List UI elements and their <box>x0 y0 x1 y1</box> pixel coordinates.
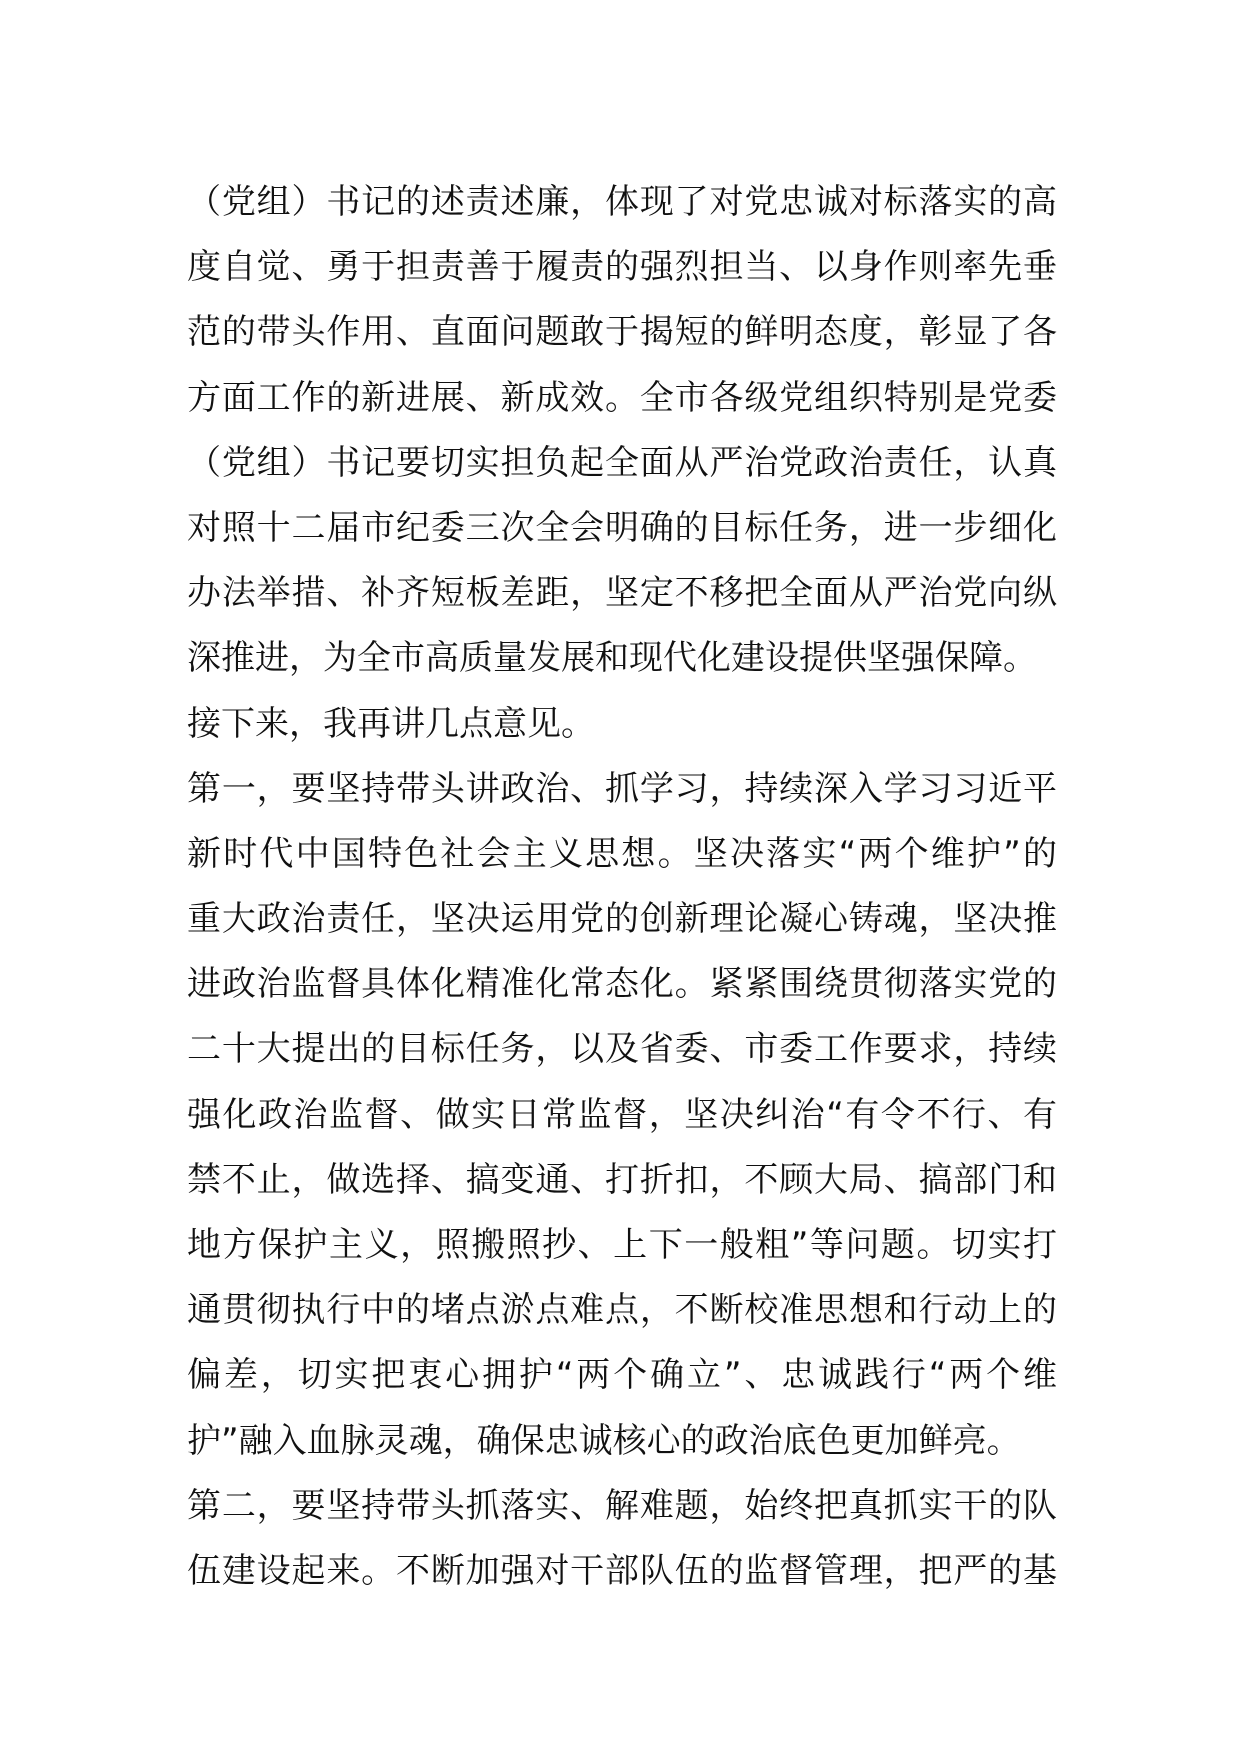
text-line: 重大政治责任，坚决运用党的创新理论凝心铸魂，坚决推 <box>187 899 1057 940</box>
text-line: 伍建设起来。不断加强对干部队伍的监督管理，把严的基 <box>187 1550 1057 1591</box>
text-line: 偏差，切实把衷心拥护“两个确立”、忠诚践行“两个维 <box>187 1355 1057 1396</box>
document-body <box>187 170 1057 1604</box>
text-line: 强化政治监督、做实日常监督，坚决纠治“有令不行、有 <box>187 1094 1057 1135</box>
text-line: 第二，要坚持带头抓落实、解难题，始终把真抓实干的队 <box>187 1485 1057 1526</box>
text-line: 深推进，为全市高质量发展和现代化建设提供坚强保障。 <box>187 638 1037 679</box>
text-line: 二十大提出的目标任务，以及省委、市委工作要求，持续 <box>187 1029 1057 1070</box>
text-line: 护”融入血脉灵魂，确保忠诚核心的政治底色更加鲜亮。 <box>187 1420 1021 1461</box>
text-line: 度自觉、勇于担责善于履责的强烈担当、以身作则率先垂 <box>187 247 1057 288</box>
text-line: 范的带头作用、直面问题敢于揭短的鲜明态度，彰显了各 <box>187 312 1057 353</box>
text-line: 新时代中国特色社会主义思想。坚决落实“两个维护”的 <box>187 833 1057 874</box>
text-line: 接下来，我再讲几点意见。 <box>187 703 595 744</box>
text-line: 禁不止，做选择、搞变通、打折扣，不顾大局、搞部门和 <box>187 1159 1057 1200</box>
text-line: （党组）书记的述责述廉，体现了对党忠诚对标落实的高 <box>187 182 1057 222</box>
text-line: 第一，要坚持带头讲政治、抓学习，持续深入学习习近平 <box>187 768 1057 809</box>
text-line: 通贯彻执行中的堵点淤点难点，不断校准思想和行动上的 <box>187 1290 1057 1331</box>
text-line: 地方保护主义，照搬照抄、上下一般粗”等问题。切实打 <box>187 1225 1057 1265</box>
text-line: 对照十二届市纪委三次全会明确的目标任务，进一步细化 <box>187 507 1057 548</box>
text-line: （党组）书记要切实担负起全面从严治党政治责任，认真 <box>187 442 1057 483</box>
text-line: 进政治监督具体化精准化常态化。紧紧围绕贯彻落实党的 <box>187 964 1057 1005</box>
text-line: 方面工作的新进展、新成效。全市各级党组织特别是党委 <box>187 377 1057 418</box>
text-line: 办法举措、补齐短板差距，坚定不移把全面从严治党向纵 <box>187 573 1057 614</box>
